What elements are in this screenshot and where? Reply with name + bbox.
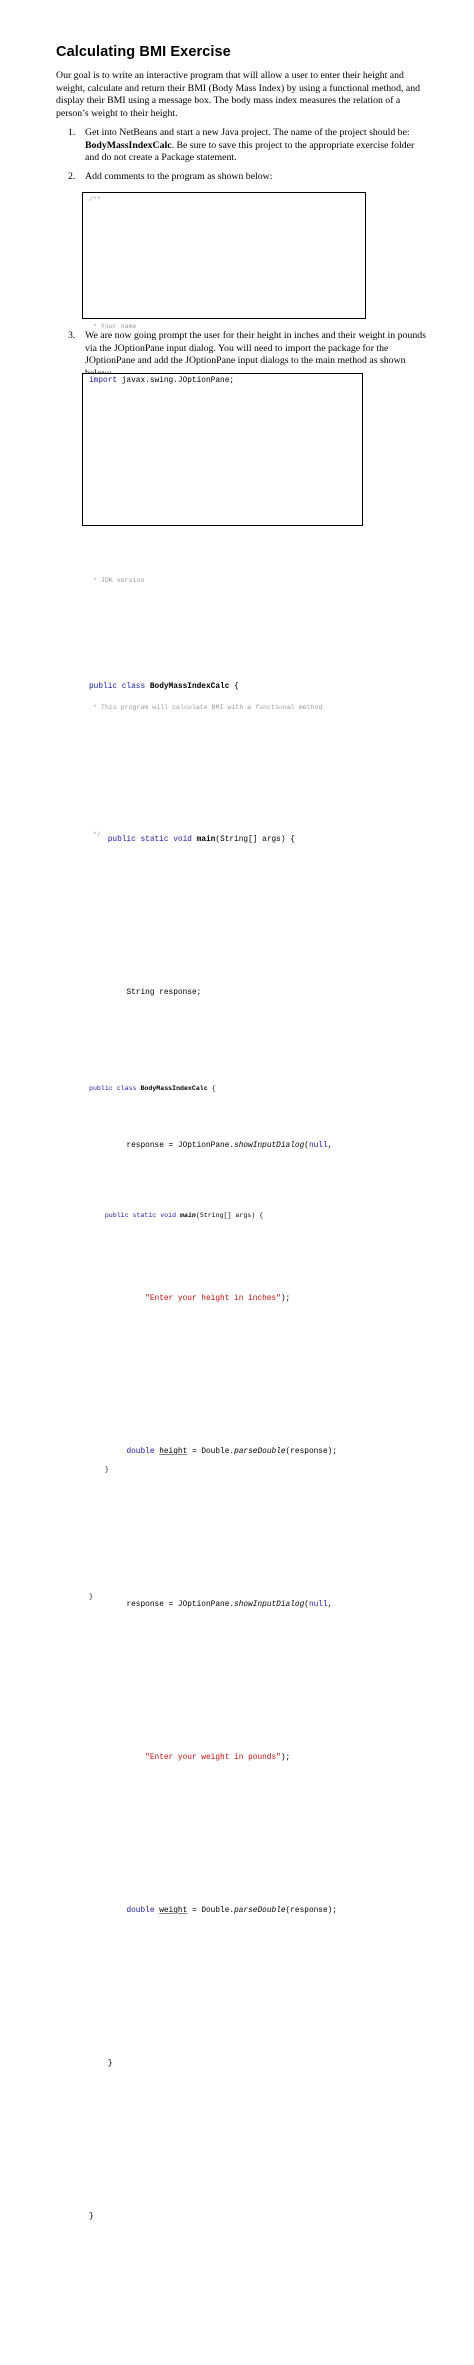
- code-line: }: [89, 2060, 113, 2068]
- code-line: */: [89, 831, 101, 838]
- code-line: response = JOptionPane.showInputDialog(null,: [126, 1142, 333, 1150]
- step-number: 3.: [68, 330, 76, 341]
- code-line: public class BodyMassIndexCalc {: [89, 683, 239, 691]
- code-line: "Enter your height in inches");: [145, 1295, 291, 1303]
- code-line: response = JOptionPane.showInputDialog(null,: [126, 1601, 333, 1609]
- step-number: 2.: [68, 171, 76, 182]
- code-line: * Your name: [89, 323, 137, 330]
- code-line: double weight = Double.parseDouble(response);: [126, 1907, 338, 1915]
- code-line: * JDK version: [89, 577, 145, 584]
- step-text: Add comments to the program as shown below:: [85, 171, 273, 182]
- code-line: * This program will calculate BMI with a functional method: [89, 704, 323, 711]
- code-line: double height = Double.parseDouble(response);: [126, 1448, 338, 1456]
- code-line: }: [89, 1466, 109, 1473]
- code-line: "Enter your weight in pounds");: [145, 1754, 291, 1762]
- code-line: public class BodyMassIndexCalc {: [89, 1085, 216, 1092]
- code-line: }: [89, 1593, 93, 1600]
- code-line: }: [89, 2213, 94, 2221]
- code-line: /**: [89, 196, 101, 203]
- step-number: 1.: [68, 127, 76, 138]
- code-line: import javax.swing.JOptionPane;: [89, 377, 235, 385]
- page-title: Calculating BMI Exercise: [56, 44, 231, 60]
- step-text: Get into NetBeans and start a new Java project. The name of the project should be: BodyMassIndexCalc. Be sure to save this project to the appropriate exercise folder and do not create a Package statement.: [85, 127, 415, 164]
- intro-paragraph: Our goal is to write an interactive program that will allow a user to enter their height and weight, calculate and return their BMI (Body Mass Index) by using a functional method, and display their BMI using a message box. The body mass index measures the relation of a person’s weight to their height.: [56, 70, 421, 119]
- project-name: BodyMassIndexCalc: [85, 139, 172, 151]
- code-line: String response;: [126, 989, 202, 997]
- code-line: public static void main(String[] args) {: [104, 1212, 264, 1219]
- code-line: public static void main(String[] args) {: [107, 836, 295, 844]
- step-text: We are now going prompt the user for their height in inches and their weight in pounds via the JOptionPane input dialog. You will need to import the package for the JOptionPane and add the JOptionPane input dialogs to the main method as shown: [85, 330, 426, 367]
